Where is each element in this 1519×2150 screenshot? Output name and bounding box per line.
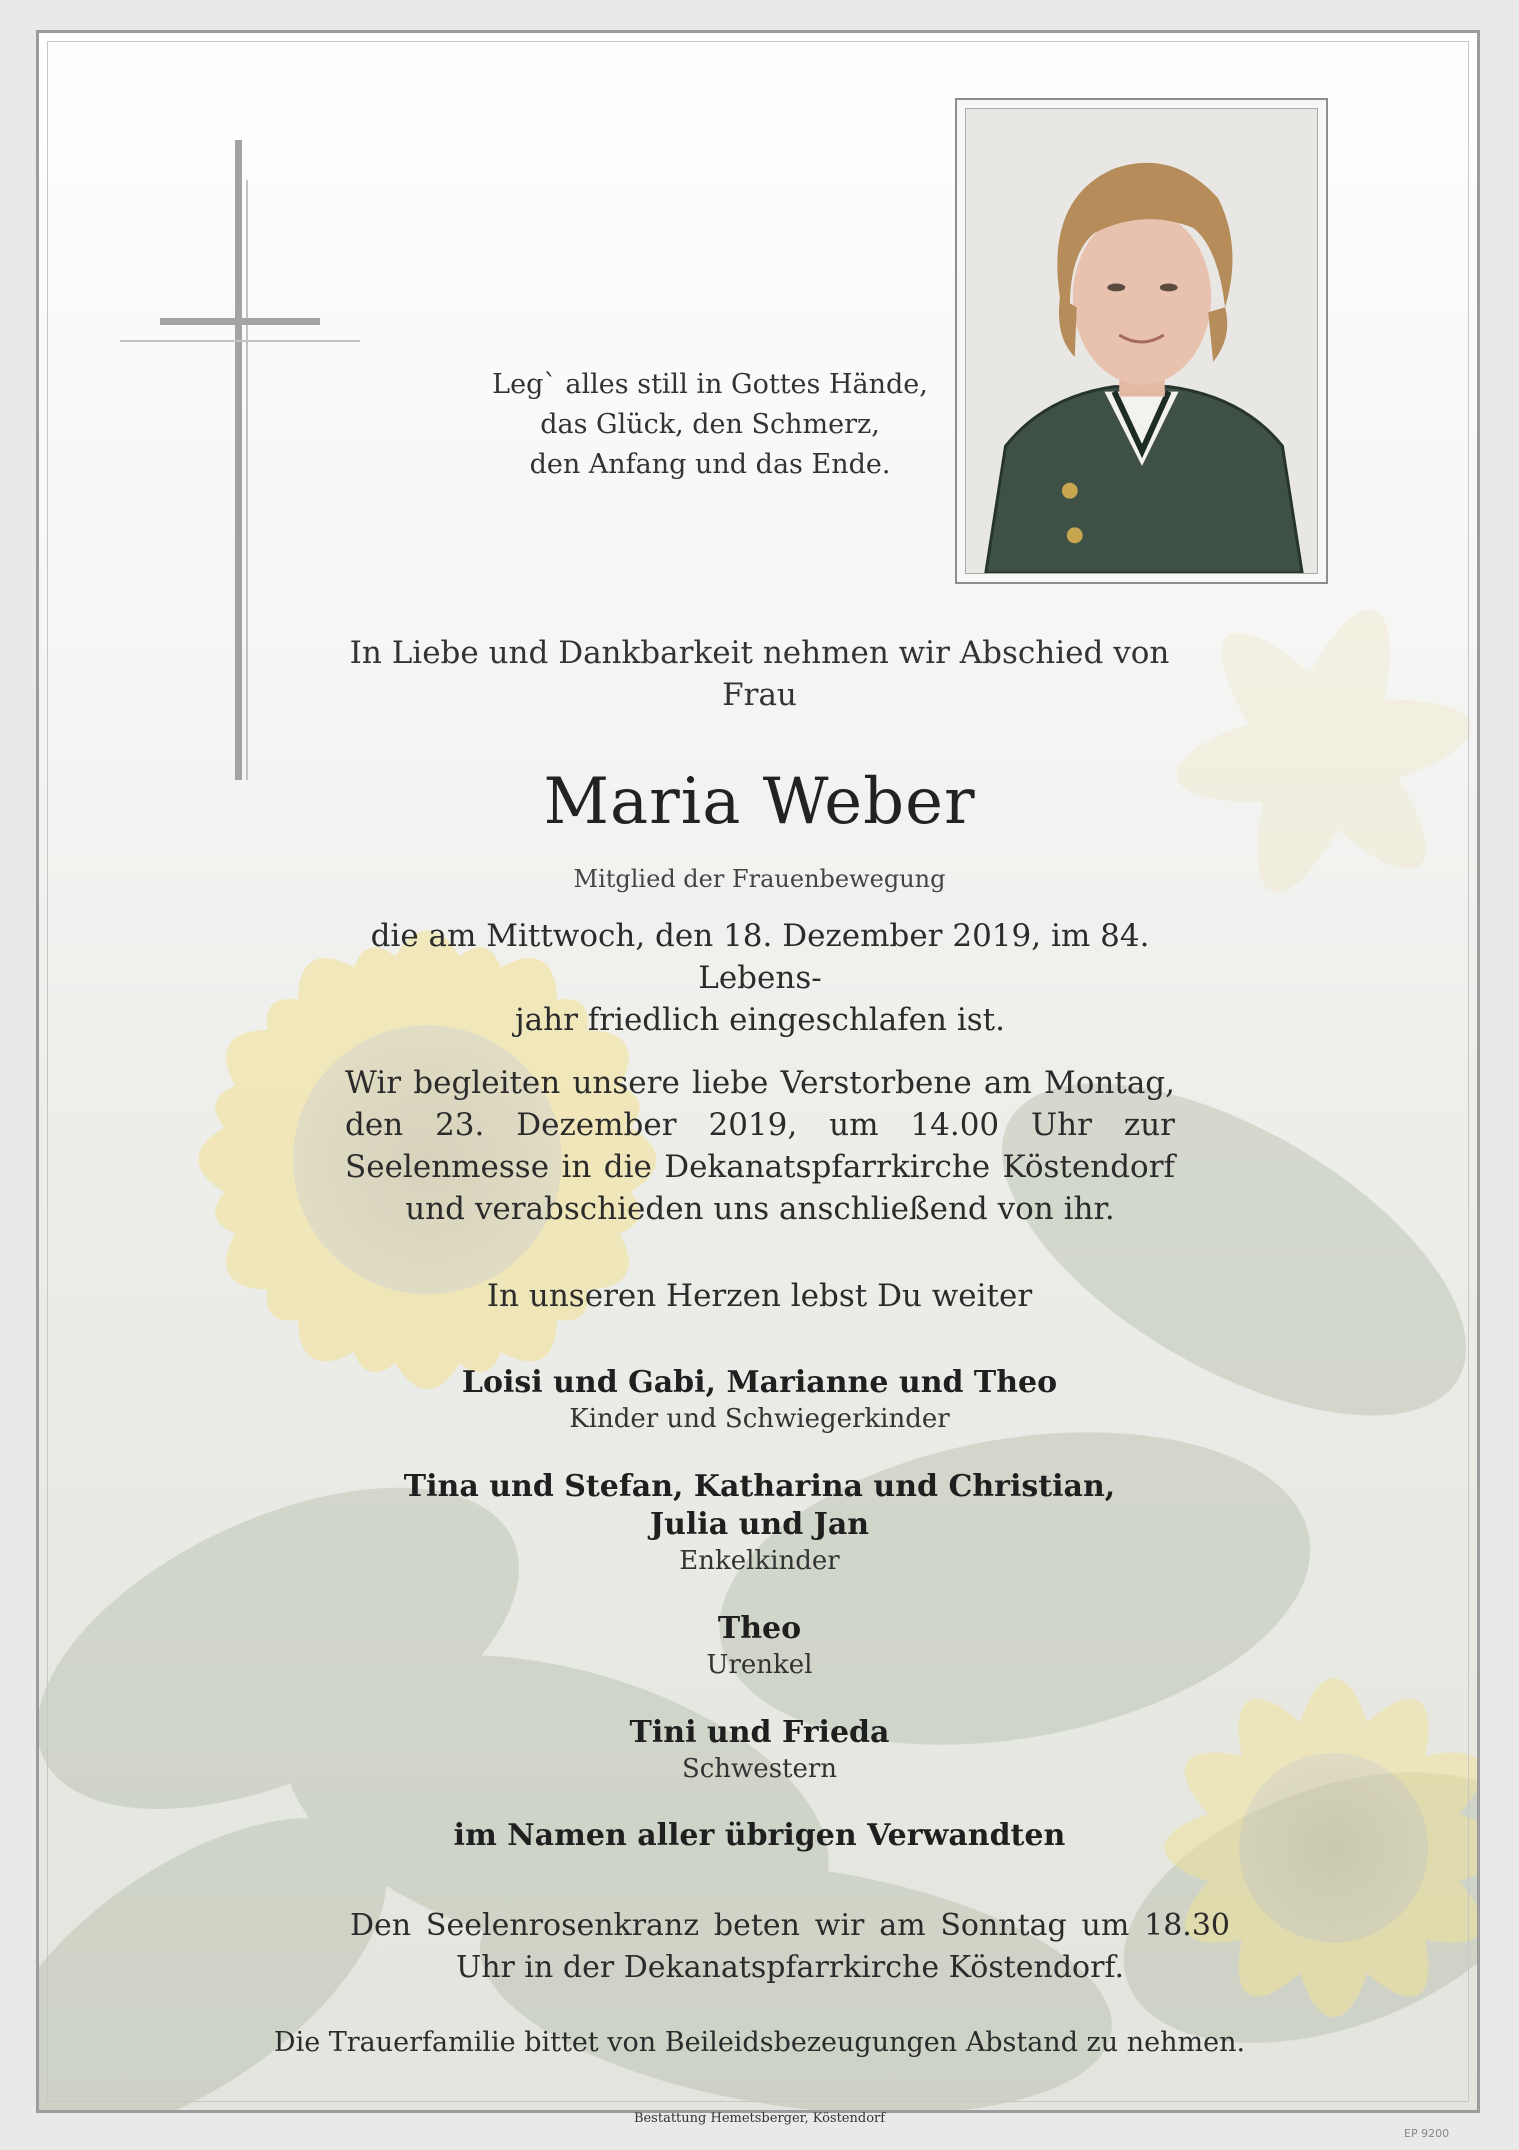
portrait-photo [965, 108, 1318, 574]
mourner-group [0, 1714, 1519, 1786]
mourner-role: Enkelkinder [679, 1546, 840, 1576]
mourner-names: Loisi und Gabi, Marianne und Theo [461, 1365, 1058, 1400]
death-notice [345, 915, 1175, 1041]
template-code: EP 9200 [1404, 2127, 1450, 2140]
mourner-names: Tina und Stefan, Katharina und Christian, [403, 1469, 1116, 1504]
mourner-role: Kinder und Schwiegerkinder [569, 1404, 950, 1434]
all-relatives: im Namen aller übrigen Verwandten [453, 1818, 1066, 1853]
mourner-names: Tini und Frieda [629, 1715, 890, 1750]
funeral-home: Bestattung Hemetsberger, Köstendorf [633, 2111, 886, 2126]
death-notice-line: die am Mittwoch, den 18. Dezember 2019, im 84. Lebens- [370, 918, 1150, 996]
intro-line: Frau [722, 677, 797, 713]
mourner-group [0, 1468, 1519, 1578]
verse-line: den Anfang und das Ende. [529, 449, 891, 480]
mourner-role: Urenkel [706, 1650, 813, 1680]
mourner-role: Schwestern [681, 1754, 838, 1784]
rosary-info: Den Seelenrosenkranz beten wir am Sonntag um 18.30 Uhr in der Dekanatspfarrkirche Köstendorf. [350, 1908, 1230, 1985]
verse [410, 365, 1010, 485]
mourner-group [0, 1610, 1519, 1682]
verse-line: Leg` alles still in Gottes Hände, [492, 369, 928, 400]
condolence-request: Die Trauerfamilie bittet von Beileidsbezeugungen Abstand zu nehmen. [273, 2027, 1246, 2058]
mourner-names: Julia und Jan [649, 1507, 870, 1542]
verse-line: das Glück, den Schmerz, [540, 409, 880, 440]
portrait-frame [955, 98, 1328, 584]
intro [0, 632, 1519, 716]
closing-line: In unseren Herzen lebst Du weiter [486, 1278, 1033, 1314]
intro-line: In Liebe und Dankbarkeit nehmen wir Abschied von [349, 635, 1170, 671]
deceased-membership: Mitglied der Frauenbewegung [573, 865, 946, 893]
deceased-name: Maria Weber [543, 765, 976, 839]
mourner-group [0, 1364, 1519, 1436]
mourner-names: Theo [717, 1611, 802, 1646]
funeral-info: Wir begleiten unsere liebe Verstorbene am Montag, den 23. Dezember 2019, um 14.00 Uhr zur Seelenmesse in die Dekanatspfarrkirche Köstendorf und verabschieden uns anschließend von ihr. [345, 1065, 1175, 1227]
death-notice-line: jahr friedlich eingeschlafen ist. [515, 1002, 1005, 1038]
